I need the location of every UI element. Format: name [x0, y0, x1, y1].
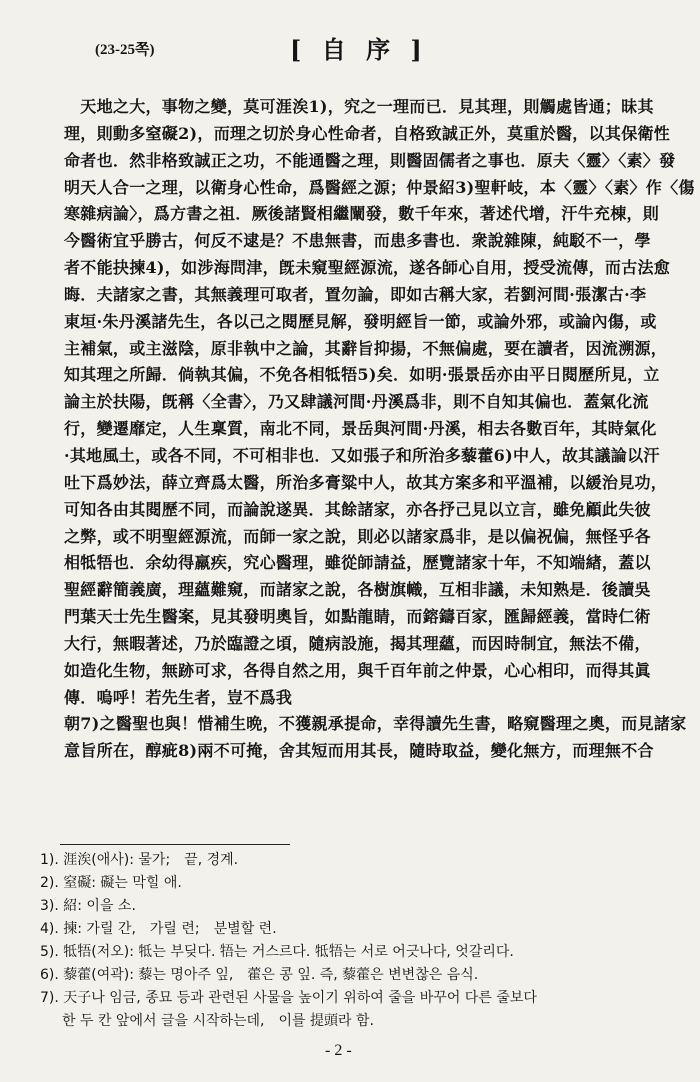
text-line: 行，變遷靡定，人生稟質，南北不同，景岳與河間·丹溪，相去各數百年，其時氣化 — [64, 419, 657, 439]
text-line: 之弊，或不明聖經源流，而師一家之說，則必以諸家爲非，是以偏祝偏，無怪乎各 — [64, 526, 651, 546]
text-line: 如造化生物，無跡可求，各得自然之用，與千百年前之仲景，心心相印，而得其眞 — [64, 660, 651, 680]
text-line: 天地之大，事物之變，莫可涯涘1)，究之一理而已．見其理，則觸處皆通；昧其 — [64, 97, 654, 116]
text-line: 晦．夫諸家之書，其無義理可取者，置勿論，即如古稱大家，若劉河間·張潔古·李 — [64, 284, 647, 304]
main-text — [64, 94, 695, 765]
page-range: (23-25쪽) — [95, 42, 155, 58]
text-line: 命者也．然非格致誠正之功，不能通醫之理，則醫固儒者之事也．原夫〈靈〉〈素〉發 — [64, 150, 676, 170]
text-line: 傳．嗚呼！若先生者，豈不爲我 — [64, 687, 293, 707]
footnote: 5). 牴牾(저오): 牴는 부딪다. 牾는 거스르다. 牴牾는 서로 어긋나다, 엇갈리다. — [40, 944, 514, 960]
section-title: [ 自 序 ] — [290, 35, 428, 64]
text-line: 東垣·朱丹溪諸先生，各以己之閱歷見解，發明經旨一節，或論外邪，或論內傷，或 — [64, 311, 657, 331]
text-line: 寒雜病論〉，爲方書之祖．厥後諸賢相繼闡發，數千年來，著述代增，汗牛充棟，則 — [64, 204, 660, 224]
text-line: 意旨所在，醇疵8)兩不可掩，舍其短而用其長，隨時取益，變化無方，而理無不合 — [64, 741, 654, 761]
text-line: ·其地風土，或各不同，不可相非也．又如張子和所治多藜藿6)中人，故其議論以汗 — [64, 445, 660, 465]
text-line: 理，則動多窒礙2)，而理之切於身心性命者，自格致誠正外，莫重於醫，以其保衛性 — [64, 123, 671, 143]
footnote: 1). 涯涘(애사): 물가; 끝, 경계. — [40, 852, 239, 868]
footnote-divider — [60, 844, 290, 845]
text-line: 今醫術宜乎勝古，何反不逮是？不患無書，而患多書也．衆說雜陳，純駁不一，學 — [64, 231, 651, 251]
text-line: 吐下爲妙法，薛立齊爲太醫，所治多膏粱中人，故其方案多和平溫補，以緩治見功， — [64, 472, 668, 492]
footnotes — [40, 849, 670, 1033]
text-line: 大行，無暇著述，乃於臨證之頃，隨病設施，揭其理蘊，而因時制宜，無法不備， — [64, 633, 651, 653]
footnote-continuation: 한 두 칸 앞에서 글을 시작하는데, 이를 提頭라 함. — [62, 1013, 374, 1029]
text-line: 可知各由其閱歷不同，而論說遂異．其餘諸家，亦各抒己見以立言，雖免顧此失彼 — [64, 499, 651, 519]
text-line: 者不能抉揀4)，如涉海問津，旣未窺聖經源流，遂各師心自用，授受流傳，而古法愈 — [64, 258, 671, 278]
text-line: 知其理之所歸．倘執其偏，不免各相牴牾5)矣．如明·張景岳亦由平日閱歷所見，立 — [64, 365, 660, 385]
page-number: - 2 - — [325, 1042, 352, 1059]
text-line: 朝7)之醫聖也與！惜補生晩，不獲親承提命，幸得讀先生書，略窺醫理之奧，而見諸家 — [64, 714, 687, 734]
text-line: 主補氣，或主滋陰，原非執中之論，其辭旨抑揚，不無偏處，要在讀者，因流溯源， — [64, 338, 668, 358]
footnote: 7). 天子나 임금, 종묘 등과 관련된 사물을 높이기 위하여 줄을 바꾸어 다른 줄보다 — [40, 990, 537, 1006]
text-line: 論主於扶陽，旣稱〈全書〉，乃又肆議河間·丹溪爲非，則不自知其偏也．蓋氣化流 — [64, 392, 649, 412]
text-line: 門葉天士先生醫案，見其發明奧旨，如點龍睛，而鎔鑄百家，匯歸經義，當時仁術 — [64, 607, 651, 627]
text-line: 相牴牾也．余幼得羸疾，究心醫理，雖從師請益，歷覽諸家十年，不知端緖，蓋以 — [64, 553, 651, 573]
text-line: 聖經辭簡義廣，理蘊難窺，而諸家之說，各樹旗幟，互相非議，未知熟是．後讀吳 — [64, 580, 651, 600]
footnote: 6). 藜藿(여곽): 藜는 명아주 잎, 藿은 콩 잎. 즉, 藜藿은 변변찮은 음식. — [40, 967, 479, 983]
footnote: 4). 揀: 가릴 간, 가릴 련; 분별할 련. — [40, 921, 277, 937]
text-line: 明天人合一之理，以衛身心性命，爲醫經之源；仲景紹3)聖軒岐，本〈靈〉〈素〉作〈傷 — [64, 177, 695, 197]
footnote: 3). 紹: 이을 소. — [40, 898, 136, 914]
footnote: 2). 窒礙: 礙는 막힐 애. — [40, 875, 182, 891]
